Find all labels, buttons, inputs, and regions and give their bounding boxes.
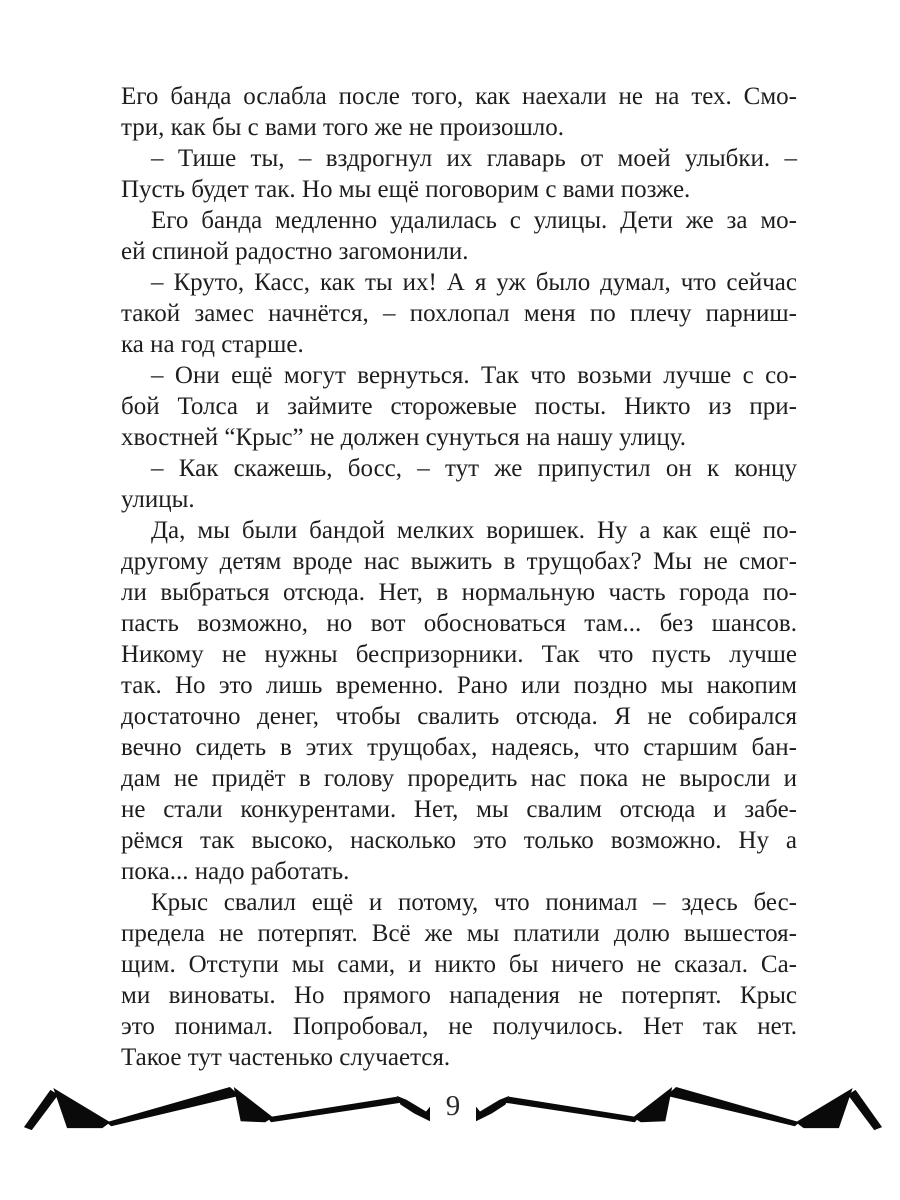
text-line: не стали конкурентами. Нет, мы свалим отсюда и забе-: [121, 796, 797, 823]
text-line: ми виноваты. Но прямого нападения не потерпят. Крыс: [121, 982, 797, 1009]
text-line: достаточно денег, чтобы свалить отсюда. Я не собирался: [121, 703, 797, 730]
page-number: 9: [445, 1090, 461, 1122]
text-line: вечно сидеть в этих трущобах, надеясь, что старшим бан-: [121, 734, 797, 761]
text-line: – Как скажешь, босс, – тут же припустил он к концу: [151, 455, 797, 482]
text-line: бой Толса и займите сторожевые посты. Никто из при-: [121, 393, 797, 420]
lightning-ornament-right: [476, 1085, 888, 1136]
text-line: другому детям вроде нас выжить в трущобах? Мы не смог-: [121, 548, 797, 575]
paragraph: [121, 887, 797, 1073]
paragraph: [121, 143, 797, 205]
text-line: Его банда медленно удалилась с улицы. Дети же за мо-: [151, 207, 797, 234]
text-line: Пусть будет так. Но мы ещё поговорим с вами позже.: [121, 176, 691, 203]
paragraph: [121, 81, 797, 143]
text-line: дам не придёт в голову проредить нас пока не выросли и: [121, 765, 797, 792]
text-line: щим. Отступи мы сами, и никто бы ничего не сказал. Са-: [121, 951, 797, 978]
page-footer: [0, 1083, 900, 1137]
page-text: [121, 81, 797, 1073]
text-line: – Тише ты, – вздрогнул их главарь от моей улыбки. –: [151, 145, 797, 172]
text-line: Его банда ослабла после того, как наехали не на тех. Смо-: [121, 83, 797, 110]
text-line: рёмся так высоко, насколько это только возможно. Ну а: [121, 827, 797, 854]
text-line: Крыс свалил ещё и потому, что понимал – здесь бес-: [151, 889, 797, 916]
paragraph: [121, 205, 797, 267]
text-line: Да, мы были бандой мелких воришек. Ну а как ещё по-: [151, 517, 797, 544]
lightning-ornament-left: [18, 1085, 430, 1136]
text-line: пасть возможно, но вот обосноваться там... без шансов.: [121, 610, 797, 637]
paragraph: [121, 267, 797, 360]
text-line: это понимал. Попробовал, не получилось. Нет так нет.: [121, 1013, 797, 1040]
paragraph: [121, 360, 797, 453]
text-line: пока... надо работать.: [121, 858, 350, 885]
text-line: ка на год старше.: [121, 331, 304, 358]
text-line: такой замес начнётся, – похлопал меня по плечу парниш-: [121, 300, 797, 327]
text-line: – Круто, Касс, как ты их! А я уж было думал, что сейчас: [151, 269, 797, 296]
text-line: – Они ещё могут вернуться. Так что возьми лучше с со-: [151, 362, 797, 389]
text-line: улицы.: [121, 486, 195, 513]
text-line: три, как бы с вами того же не произошло.: [121, 114, 564, 141]
text-line: хвостней “Крыс” не должен сунуться на нашу улицу.: [121, 424, 687, 451]
text-line: так. Но это лишь временно. Рано или поздно мы накопим: [121, 672, 797, 699]
text-line: ли выбраться отсюда. Нет, в нормальную часть города по-: [121, 579, 797, 606]
text-line: Такое тут частенько случается.: [121, 1044, 451, 1071]
paragraph: [121, 453, 797, 515]
text-line: предела не потерпят. Всё же мы платили долю вышестоя-: [121, 920, 797, 947]
text-line: ей спиной радостно загомонили.: [121, 238, 469, 265]
text-line: Никому не нужны беспризорники. Так что пусть лучше: [121, 641, 797, 668]
paragraph: [121, 515, 797, 887]
